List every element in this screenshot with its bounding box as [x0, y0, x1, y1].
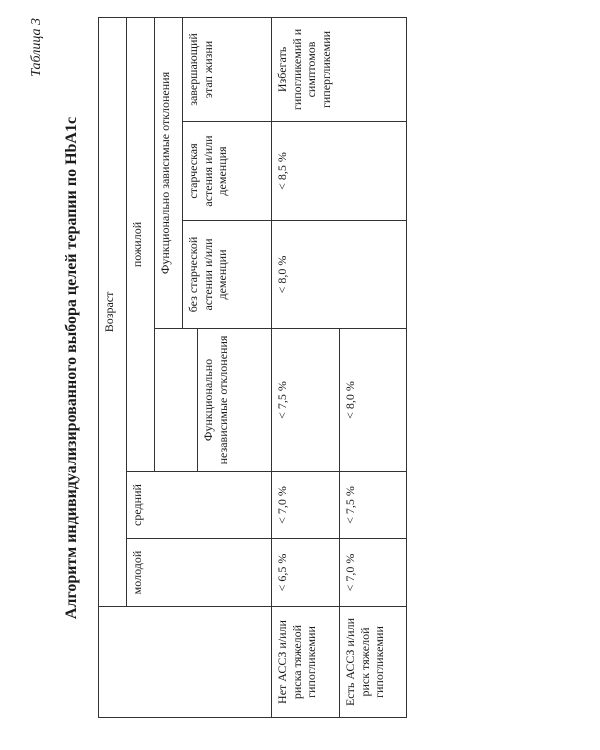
header-func-independent-label: Функционально независимые отклонения	[201, 335, 230, 465]
table-row	[272, 17, 340, 717]
cell-end-of-life: Избегать гипогликемий и симптомов гипергликемии	[272, 17, 407, 121]
header-func-dependent: Функционально зависимые отклонения	[155, 17, 183, 328]
header-young: молодой	[127, 539, 272, 607]
row-label: Есть АССЗ и/или риск тяжелой гипогликемии	[340, 607, 407, 718]
cell-middle: < 7,5 %	[340, 472, 407, 539]
cell-func-independent: < 7,5 %	[272, 329, 340, 472]
header-asthenia: старческая астения и/или деменция	[183, 122, 272, 221]
cell-no-asthenia: < 8,0 %	[272, 221, 407, 329]
hba1c-targets-table	[98, 17, 407, 718]
corner-cell	[99, 607, 272, 718]
header-age: Возраст	[99, 17, 127, 606]
cell-asthenia: < 8,5 %	[272, 122, 407, 221]
header-func-independent	[155, 329, 272, 472]
header-no-asthenia: без старческой астении и/или деменции	[183, 221, 272, 329]
table-caption: Таблица 3	[29, 18, 44, 77]
cell-young: < 7,0 %	[340, 539, 407, 607]
cell-func-independent: < 8,0 %	[340, 329, 407, 472]
cell-young: < 6,5 %	[272, 539, 340, 607]
header-end-of-life: завершающий этап жизни	[183, 17, 272, 121]
header-elderly: пожилой	[127, 17, 155, 471]
row-label: Нет АССЗ и/или риска тяжелой гипогликемии	[272, 607, 340, 718]
header-func-independent-spacer	[155, 329, 198, 471]
cell-middle: < 7,0 %	[272, 472, 340, 539]
rotated-page-content	[25, 18, 590, 718]
table-title: Алгоритм индивидуализированного выбора целей терапии по HbA1c	[63, 116, 80, 620]
header-middle: средний	[127, 472, 272, 539]
